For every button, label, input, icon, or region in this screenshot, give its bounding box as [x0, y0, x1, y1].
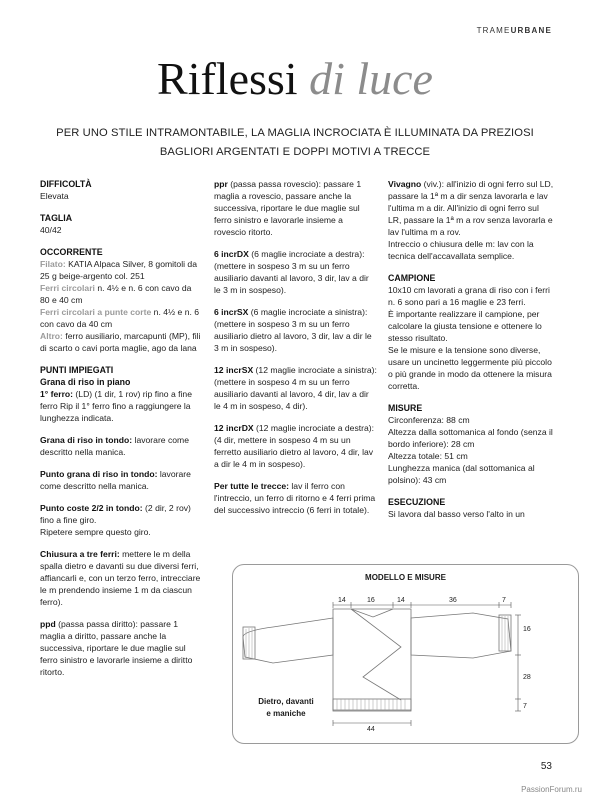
heading-esecuzione: ESECUZIONE — [388, 497, 446, 507]
dim-cuff: 7 — [502, 597, 506, 604]
column-1: DIFFICOLTÀ Elevata TAGLIA 40/42 OCCORRENTE Filato: KATIA Alpaca Silver, 8 gomitoli da 25 g beige-argento col. 251 Ferri circolari n. 4½ e n. 6 con cavo da 80 e 40 cm Ferri circolari a punte corte n. 4½ e n. 6 con cavo da 40 cm Altro: ferro ausiliario, marcapunti (MP), fili di scarto o cavi porta maglie, ago da lana PUNTI IMPIEGATI Grana di riso in piano 1° ferro: (LD) (1 dir, 1 rov) rip fino a fine ferro Rip il 1° ferro fino a raggiungere la lunghezza indicata. Grana di riso in tondo: lavorare come descritto nella manica. Punto grana di riso in tondo: lavorare come descritto nella manica. Punto coste 2/2 in tondo: (2 dir, 2 rov) fino a fine giro. Ripetere sempre questo giro. Chiusura a tre ferri: mettere le m della spalla dietro e davanti su due diversi ferri, affiancarli e, con un terzo ferro, intrecciare le m prendendo insieme 1 m da ciascun ferro). ppd (passa passa diritto): passare 1 maglia a diritto, passare anche la successiva, riportare le due maglie sul ferro sinistro e lavorarle insieme a diritto ritorto. — [40, 179, 201, 677]
column-3: Vivagno (viv.): all'inizio di ogni ferro sul LD, passare la 1ª m a dir senza lavorarla e lav l'ultima m a dir. All'inizio di ogni ferro sul LR, passare la 1ª m a rov senza lavorarla e lav l'ultima m a rov. Intreccio o chiusura delle m: lav con la tecnica dell'accavallata semplice. CAMPIONE 10x10 cm lavorati a grana di riso con i ferri n. 6 sono pari a 16 maglie e 23 ferri. È importante realizzare il campione, per calcolare la giusta tensione e ottenere lo stesso risultato. Se le misure e la tensione sono diverse, usare un uncinetto leggermente più piccolo o più grande in modo da ottenere la misura corretta. MISURE Circonferenza: 88 cm Altezza dalla sottomanica al fondo (senza il bordo inferiore): 28 cm Altezza totale: 51 cm Lunghezza manica (dal sottomanica al polsino): 43 cm ESECUZIONE Si lavora dal basso verso l'alto in un — [388, 179, 554, 519]
schematic-label: Dietro, davanti e maniche — [258, 697, 314, 718]
heading-difficolta: DIFFICOLTÀ — [40, 179, 92, 189]
column-2: ppr (passa passa rovescio): passare 1 maglia a rovescio, passare anche la successiva, riportare le due maglie sul ferro sinistro e lavorarle insieme a rovescio ritorto. 6 incrDX (6 maglie incrociate a destra): (mettere in sospeso 3 m su un ferro ausiliario davanti al lavoro, 3 dir, lav a dir le 3 m in sospeso). 6 incrSX (6 maglie incrociate a sinistra): (mettere in sospeso 3 m su un ferro ausiliario dietro al lavoro, 3 dir, lav a dir le 3 m in sospeso). 12 incrSX (12 maglie incrociate a sinistra): (mettere in sospeso 4 m su un ferro ausiliario davanti al lavoro, 4 dir, lav a dir le 4 m in sospeso, 4 dir). 12 incrDX (12 maglie incrociate a destra): (4 dir, mettere in sospeso 4 m su un ferretto ausiliario dietro al lavoro, 4 dir, lav a dir le 4 m in sospeso). Per tutte le trecce: lav il ferro con l'intreccio, un ferro di ritorno e 4 ferri prima del successivo intreccio (6 ferri in totale). — [214, 179, 377, 515]
heading-taglia: TAGLIA — [40, 213, 73, 223]
heading-occorrente: OCCORRENTE — [40, 247, 103, 257]
pattern-schematic-box — [232, 564, 579, 744]
body-ribbing — [333, 699, 411, 711]
heading-punti: PUNTI IMPIEGATI — [40, 365, 114, 375]
left-sleeve — [243, 618, 333, 663]
neckline — [351, 609, 393, 617]
dim-rib-height: 7 — [523, 703, 527, 710]
page-number: 53 — [540, 761, 552, 772]
watermark: PassionForum.ru — [521, 785, 582, 794]
heading-campione: CAMPIONE — [388, 273, 436, 283]
dim-sleeve-length: 36 — [449, 597, 457, 604]
magazine-brand: TRAMEURBANE — [476, 26, 552, 35]
dim-shoulder-right: 14 — [397, 597, 405, 604]
article-title: Riflessi di luce — [157, 53, 433, 104]
dim-shoulder-left: 14 — [338, 597, 346, 604]
crossover-front — [351, 609, 401, 700]
dim-neck: 16 — [367, 597, 375, 604]
dim-body-height: 28 — [523, 674, 531, 681]
body-outline — [333, 609, 411, 710]
schematic-title: MODELLO E MISURE — [365, 573, 446, 582]
dim-armhole: 16 — [523, 626, 531, 633]
right-sleeve — [411, 613, 511, 658]
article-subtitle: PER UNO STILE INTRAMONTABILE, LA MAGLIA INCROCIATA È ILLUMINATA DA PREZIOSI BAGLIORI ARGENTATI E DOPPI MOTIVI A TRECCE — [56, 127, 534, 158]
heading-misure: MISURE — [388, 403, 423, 413]
dim-width: 44 — [367, 726, 375, 733]
